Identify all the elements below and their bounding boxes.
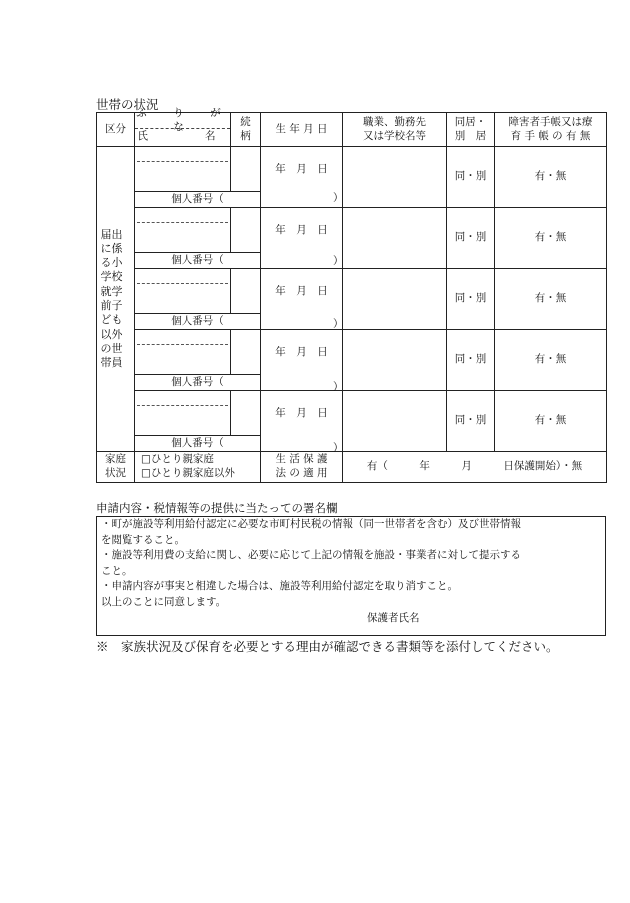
member-shougai-field[interactable]: 有・無 — [495, 208, 607, 269]
household-section-title: 世帯の状況 — [96, 97, 159, 112]
seikatsu-label-2: 法 の 適 用 — [275, 467, 328, 479]
guardian-name-field[interactable]: 保護者氏名 — [367, 611, 420, 624]
header-name — [135, 106, 248, 147]
member-zokugara-field[interactable] — [231, 391, 261, 436]
kojin-close-paren: ） — [333, 381, 344, 393]
kojin-close-paren: ） — [333, 442, 344, 454]
not-single-parent-checkbox[interactable]: □ひとり親家庭以外 — [141, 467, 235, 479]
family-label-2: 状況 — [105, 467, 126, 479]
member-shougai-field[interactable]: 有・無 — [495, 269, 607, 330]
kojin-field[interactable] — [135, 253, 261, 269]
member-name-field[interactable] — [135, 391, 231, 436]
member-name-field[interactable] — [135, 330, 231, 375]
member-doukyo-field[interactable]: 同・別 — [447, 330, 495, 391]
kojin-close-paren: ） — [333, 318, 344, 330]
member-job-field[interactable] — [343, 147, 447, 208]
header-kubun: 区分 — [97, 113, 135, 147]
member-job-field[interactable] — [343, 330, 447, 391]
kojin-label: 個人番号（ — [171, 192, 224, 205]
kojin-label: 個人番号（ — [171, 253, 224, 266]
header-zokugara-1: 続 — [240, 115, 251, 128]
consent-line: ・町が施設等利用給付認定に必要な市町村民税の情報（同一世帯者を含む）及び世帯情報 — [101, 518, 521, 530]
kojin-close-paren: ） — [333, 255, 344, 267]
member-doukyo-field[interactable]: 同・別 — [447, 208, 495, 269]
signature-section-title: 申請内容・税情報等の提供に当たっての署名欄 — [96, 501, 338, 515]
header-furigana: ふ り が な — [136, 106, 248, 133]
seikatsu-hogo-field[interactable]: 有（ 年 月 日保護開始）・無 — [343, 452, 607, 483]
member-doukyo-field[interactable]: 同・別 — [447, 147, 495, 208]
consent-line: 以上のことに同意します。 — [101, 595, 227, 608]
header-doukyo-2: 別 居 — [454, 129, 487, 142]
header-shougai — [495, 113, 607, 147]
member-shougai-field[interactable]: 有・無 — [495, 147, 607, 208]
attachment-note: ※ 家族状況及び保育を必要とする理由が確認できる書類等を添付してください。 — [96, 639, 559, 654]
member-birth-field[interactable]: 年 月 日 — [261, 269, 343, 330]
signature-box — [96, 516, 606, 636]
household-table — [96, 106, 607, 483]
header-doukyo-1: 同居・ — [454, 115, 487, 128]
family-options — [135, 452, 261, 483]
header-shougai-1: 障害者手帳又は療 — [508, 115, 593, 128]
member-shougai-field[interactable]: 有・無 — [495, 330, 607, 391]
header-doukyo — [447, 113, 495, 147]
header-job — [343, 113, 447, 147]
seikatsu-label-1: 生 活 保 護 — [275, 453, 328, 466]
header-zokugara-2: 柄 — [240, 129, 251, 142]
member-row — [97, 330, 607, 375]
member-birth-field[interactable]: 年 月 日 — [261, 147, 343, 208]
consent-line: ・申請内容が事実と相違した場合は、施設等利用給付認定を取り消すこと。 — [101, 580, 458, 593]
member-doukyo-field[interactable]: 同・別 — [447, 391, 495, 452]
member-zokugara-field[interactable] — [231, 147, 261, 192]
member-name-field[interactable] — [135, 269, 231, 314]
kojin-field[interactable] — [135, 192, 261, 208]
kojin-label: 個人番号（ — [171, 436, 224, 449]
family-label-1: 家庭 — [105, 453, 126, 466]
member-row — [97, 147, 607, 192]
header-shougai-2: 育 手 帳 の 有 無 — [510, 129, 591, 142]
member-birth-field[interactable]: 年 月 日 — [261, 208, 343, 269]
member-birth-field[interactable]: 年 月 日 — [261, 330, 343, 391]
consent-line: ・施設等利用費の支給に関し、必要に応じて上記の情報を施設・事業者に対して提示する — [101, 549, 521, 562]
seikatsu-hogo-label — [261, 452, 343, 483]
member-row — [97, 391, 607, 436]
member-row — [97, 269, 607, 314]
member-name-field[interactable] — [135, 208, 231, 253]
header-job-1: 職業、勤務先 — [363, 115, 426, 128]
member-job-field[interactable] — [343, 391, 447, 452]
member-row — [97, 208, 607, 253]
member-name-field[interactable] — [135, 147, 231, 192]
kojin-label: 個人番号（ — [171, 314, 224, 327]
header-birth: 生 年 月 日 — [261, 113, 343, 147]
kojin-field[interactable] — [135, 436, 261, 452]
side-label: 届出に係る小学校就学前子ども以外の世帯員 — [100, 227, 123, 370]
member-zokugara-field[interactable] — [231, 269, 261, 314]
member-doukyo-field[interactable]: 同・別 — [447, 269, 495, 330]
member-shougai-field[interactable]: 有・無 — [495, 391, 607, 452]
member-zokugara-field[interactable] — [231, 330, 261, 375]
family-status-row — [97, 452, 607, 483]
consent-line: こと。 — [101, 564, 133, 577]
family-status-label — [97, 452, 135, 483]
side-label-cell — [97, 147, 135, 452]
member-zokugara-field[interactable] — [231, 208, 261, 253]
kojin-close-paren: ） — [333, 192, 344, 204]
kojin-field[interactable] — [135, 375, 261, 391]
member-birth-field[interactable]: 年 月 日 — [261, 391, 343, 452]
header-job-2: 又は学校名等 — [363, 129, 426, 142]
member-job-field[interactable] — [343, 269, 447, 330]
single-parent-checkbox[interactable]: □ひとり親家庭 — [141, 453, 214, 466]
consent-line: を閲覧すること。 — [101, 533, 185, 546]
kojin-label: 個人番号（ — [171, 375, 224, 388]
table-header-row — [97, 113, 607, 147]
header-shimei: 氏 名 — [137, 130, 228, 143]
kojin-field[interactable] — [135, 314, 261, 330]
member-job-field[interactable] — [343, 208, 447, 269]
